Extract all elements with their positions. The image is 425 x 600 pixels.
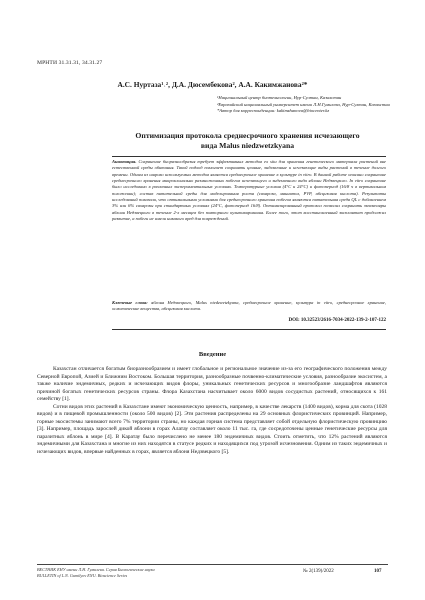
abstract — [112, 159, 386, 222]
affiliation-2: ²Евразийский национальный университет имени Л.Н.Гумилева, Нур-Султан, Казахстан — [217, 101, 390, 107]
keywords-text: яблоня Недзвецкого, Malus niedzwetzkyana, среднесрочное хранение, культура in vitro, среднесрочное хранение, осмотические вещества, абсцизовая кислота. — [112, 300, 386, 312]
title-line-2: вида Malus niedzwetzkyana — [200, 140, 295, 150]
affiliations — [217, 95, 390, 115]
article-title — [100, 131, 395, 150]
abstract-label: Аннотация. — [112, 159, 137, 164]
affiliation-1: ¹Национальный центр биотехнологии, Нур-Султан, Казахстан — [217, 95, 342, 100]
abstract-text: Сохранение биоразнообразия требует эффективных методов ex situ для хранения генетического материала растений вне естественной среды обитания. Такой подход помогает сохранять ценные, эндемичные и исчезающие виды растений в течение долгого времени. Одним из широко используемых методов является среднесрочное хранение в культуре in vitro. В данной работе описано сохранение среднесрочного хранения микроклонально размноженных побегов исчезающего и эндемичного вида яблони Недзвецкого. In vitro сохранение было исследовано в различных экспериментальных условиях. Температурные условия (4°C и 24°C) и фотопериод (16/8 ч в вертикальном положении); состав питательной среды для моделирования роста (сахароза, маннитол, PVP, абсцизовая кислота). Результаты исследований показали, что оптимальными условиями для среднесрочного хранения побегов являются питательная среда QL с добавлением 3% или 6% сахарозы при стандартных условиях (24°C, фотопериод 16/8). Оптимизированный протокол позволил сохранить экземпляры яблони Недзвецкого в течение 2-х месяцев без повторного культивирования. Более того, этот восстановленный эксплантат продолжил развитие, а побеги не имели никакого вред для повреждений. — [112, 159, 387, 222]
journal-name-ru: ВЕСТНИК ЕНУ имени Л.Н. Гумилева. Серия Биологические науки — [37, 567, 155, 572]
issue-number: № 2(139)/2022 — [303, 569, 334, 574]
journal-name — [37, 567, 155, 579]
keywords-label: Ключевые слова: — [112, 300, 148, 305]
paragraph: Сотни видов этих растений в Казахстане имеют экономическую ценность, например, в качестве лекарств (1400 видов), корма для скота (1028 видов) и в пищевой промышленности (около 500 видов) [2]. Эти растения распределены на 29 основных флористических провинций. Например, горные экосистемы занимают всего 7% территории страны, но каждая горная система представляет собой отдельную флористическую провинцию [3]. Например, площадь зарослей дикой яблони в горах Алатау составляет около 11 тыс. га, где сосредоточены ценные генетические ресурсы для паразитных яблонь в мире [4]. В Каратау было перечислено не менее 180 эндемичных видов. Стоить отметить, что 12% растений являются эндемичными для Казахстана и многие из них находятся в статусе редких и находящихся под угрозой исчезновения. Одним из таких эндемичных и исчезающих видов, впервые найденных в горах, является яблоня Недзвецкого [5]. — [37, 403, 387, 455]
paragraph: Казахстан отличается богатым биоразнообразием и имеет глобальное и региональное значение из-за его географического положения между Северной Европой, Азией и Ближним Востоком. Большая территория, разнообразные почвенно-климатические условия, разнообразие экосистем, а также наличие эндемичных, редких и исчезающих видов флоры, уникальных генетических ресурсов и многообразие ландшафтов являются причиной богатых генетических ресурсов страны. Флора Казахстана насчитывает около 6000 видов сосудистых растений, относящихся к 161 семейству [1]. — [37, 366, 387, 402]
authors-line: А.С. Нуртаза¹˒², Д.А. Дюсембекова², А.А. Какимжанова²* — [117, 80, 308, 89]
doi-link[interactable]: DOI: 10.32523/2616-7034-2022-139-2-107-122 — [288, 318, 386, 323]
body-text — [37, 366, 387, 456]
title-line-1: Оптимизация протокола среднесрочного хранения исчезающего — [135, 131, 360, 140]
corresponding-author: *Автор для корреспонденции: kakimzhanova@biocenter.kz — [217, 108, 330, 114]
page-number: 107 — [374, 569, 382, 574]
section-heading: Введение — [198, 351, 227, 358]
keywords — [112, 300, 386, 313]
journal-name-en: BULLETIN of L.N. Gumilyov ENU. Bioscience Series — [37, 573, 128, 578]
mrnti-code: МРНТИ 31.31.31, 34.31.27 — [37, 60, 103, 66]
footer-divider — [37, 564, 388, 565]
